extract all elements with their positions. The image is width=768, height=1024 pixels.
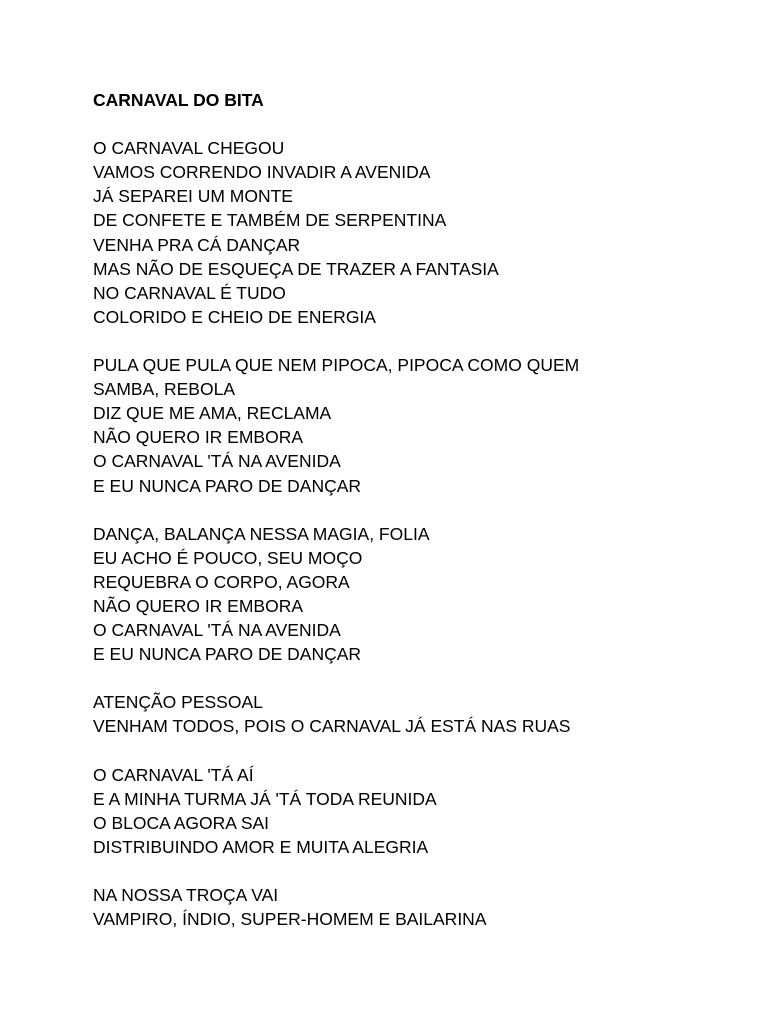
lyric-line: E A MINHA TURMA JÁ 'TÁ TODA REUNIDA [93, 788, 437, 809]
lyric-line: NÃO QUERO IR EMBORA [93, 595, 304, 616]
lyrics-body [93, 88, 733, 931]
lyric-line: VAMPIRO, ÍNDIO, SUPER-HOMEM E BAILARINA [93, 909, 487, 930]
lyric-line: DE CONFETE E TAMBÉM DE SERPENTINA [93, 210, 447, 231]
lyric-line: NA NOSSA TROÇA VAI [93, 885, 279, 906]
lyric-line: SAMBA, REBOLA [93, 379, 235, 400]
stanza [93, 353, 733, 498]
lyric-line: O CARNAVAL CHEGOU [93, 138, 285, 159]
lyric-line: EU ACHO É POUCO, SEU MOÇO [93, 547, 363, 568]
lyric-line: O BLOCA AGORA SAI [93, 812, 270, 833]
lyric-line: MAS NÃO DE ESQUEÇA DE TRAZER A FANTASIA [93, 258, 499, 279]
song-title: CARNAVAL DO BITA [93, 90, 264, 110]
lyric-line: NÃO QUERO IR EMBORA [93, 427, 304, 448]
lyric-line: NO CARNAVAL É TUDO [93, 282, 286, 303]
lyric-line: E EU NUNCA PARO DE DANÇAR [93, 644, 362, 665]
lyric-line: O CARNAVAL 'TÁ NA AVENIDA [93, 620, 341, 641]
stanza [93, 522, 733, 667]
stanza [93, 136, 733, 329]
lyric-line: O CARNAVAL 'TÁ NA AVENIDA [93, 451, 341, 472]
lyric-line: VAMOS CORRENDO INVADIR A AVENIDA [93, 162, 431, 183]
stanza-list [93, 136, 733, 931]
lyric-line: O CARNAVAL 'TÁ AÍ [93, 764, 254, 785]
lyric-line: COLORIDO E CHEIO DE ENERGIA [93, 306, 376, 327]
lyric-line: E EU NUNCA PARO DE DANÇAR [93, 475, 362, 496]
lyric-line: REQUEBRA O CORPO, AGORA [93, 571, 350, 592]
stanza [93, 883, 733, 931]
lyric-line: PULA QUE PULA QUE NEM PIPOCA, PIPOCA COMO QUEM [93, 355, 580, 376]
lyric-line: DISTRIBUINDO AMOR E MUITA ALEGRIA [93, 836, 429, 857]
stanza [93, 763, 733, 859]
lyric-line: ATENÇÃO PESSOAL [93, 692, 263, 713]
lyric-line: JÁ SEPAREI UM MONTE [93, 186, 293, 207]
lyric-line: VENHA PRA CÁ DANÇAR [93, 234, 301, 255]
lyric-line: DANÇA, BALANÇA NESSA MAGIA, FOLIA [93, 523, 430, 544]
lyric-line: VENHAM TODOS, POIS O CARNAVAL JÁ ESTÁ NAS RUAS [93, 716, 571, 737]
stanza [93, 690, 733, 738]
lyric-line: DIZ QUE ME AMA, RECLAMA [93, 403, 332, 424]
